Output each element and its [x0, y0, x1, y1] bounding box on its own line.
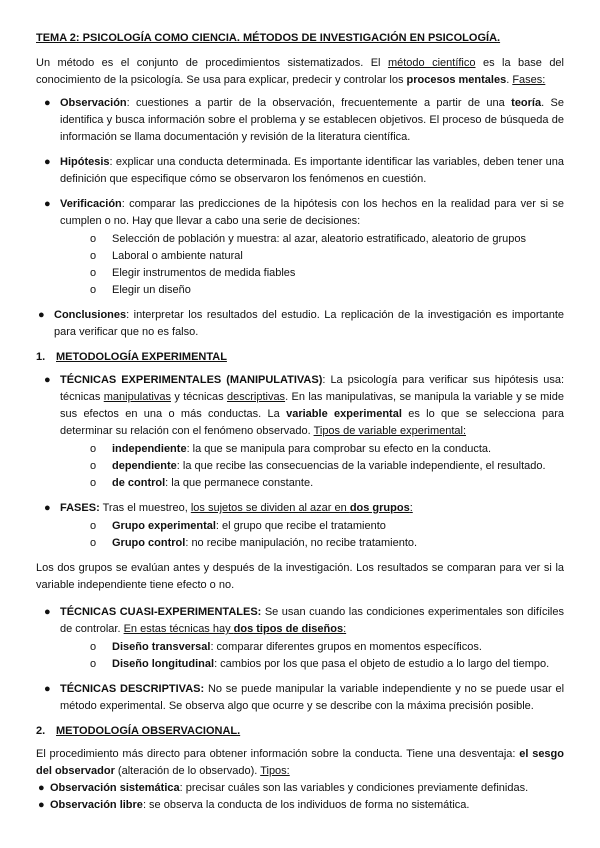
circle-bullet-icon: o — [90, 250, 97, 262]
verificacion-text: : comparar las predicciones de la hipótesis con los hechos en la realidad para ver si se cumplen o no. Hay que llevar a cabo una serie de decisiones: — [60, 198, 564, 227]
experimentales-term: TÉCNICAS EXPERIMENTALES (MANIPULATIVAS) — [60, 374, 323, 386]
circle-bullet-icon: o — [90, 658, 97, 670]
experimentales-text: . En las manipulativas, se manipula la variable y se mide sus efectos en una o más conductas. La — [60, 391, 564, 420]
conclusiones-text: : interpretar los resultados del estudio. La replicación de la investigación es importante para verificar que no es falso. — [54, 309, 564, 338]
sublist-text: Laboral o ambiente natural — [112, 250, 243, 262]
list-item-sistematica — [36, 780, 564, 797]
bullet-icon: ● — [44, 198, 51, 210]
circle-bullet-icon: o — [90, 233, 97, 245]
dos-grupos-term: dos grupos — [349, 502, 410, 514]
section-1-heading — [36, 349, 564, 366]
sublist-item — [60, 639, 564, 656]
variable-experimental-term: variable experimental — [286, 408, 402, 420]
circle-bullet-icon: o — [90, 520, 97, 532]
list-item-fases — [36, 500, 564, 552]
evaluation-paragraph: Los dos grupos se evalúan antes y después de la investigación. Los resultados se comparan para ver si la variable independiente tiene efecto o no. — [36, 562, 564, 591]
manipulativas-term: manipulativas — [103, 391, 171, 403]
sublist-text: Elegir un diseño — [112, 284, 191, 296]
variable-term: dependiente — [112, 460, 177, 472]
intro-text: es la base del conocimiento de la psicología. Se usa para explicar, predecir y controlar los — [36, 57, 564, 86]
descriptivas-text: No se puede manipular la variable independiente y no se puede usar el método experimental. Se observa algo que ocurre y se describe con la máxima precisión posible. — [60, 683, 565, 712]
verificacion-sublist — [60, 231, 564, 299]
sublist-item — [60, 475, 564, 492]
observacional-text: El procedimiento más directo para obtener información sobre la conducta. Tiene una desventaja: — [36, 748, 520, 760]
observacional-text: (alteración de lo observado). — [114, 765, 261, 777]
circle-bullet-icon: o — [90, 477, 97, 489]
groups-sublist — [60, 518, 564, 552]
intro-text: Un método es el conjunto de procedimientos sistematizados. El — [36, 57, 388, 69]
design-text: : cambios por los que pasa el objeto de estudio a lo largo del tiempo. — [214, 658, 550, 670]
circle-bullet-icon: o — [90, 460, 97, 472]
sublist-text: Selección de población y muestra: al azar, aleatorio estratificado, aleatorio de grupos — [112, 233, 526, 245]
bullet-icon: ● — [44, 97, 51, 109]
descriptivas-term: TÉCNICAS DESCRIPTIVAS: — [60, 683, 205, 695]
bullet-icon: ● — [38, 782, 45, 794]
designs-sublist — [60, 639, 564, 673]
sublist-item — [60, 518, 564, 535]
bullet-icon: ● — [44, 374, 51, 386]
bullet-icon: ● — [44, 156, 51, 168]
list-item-verificacion — [36, 196, 564, 299]
document-page — [36, 30, 564, 814]
group-text: : el grupo que recibe el tratamiento — [215, 520, 386, 532]
sublist-item — [60, 441, 564, 458]
hipotesis-term: Hipótesis — [60, 156, 110, 168]
sublist-item — [60, 282, 564, 299]
descriptivas-term: descriptivas — [226, 391, 286, 403]
variable-term: independiente — [112, 443, 187, 455]
tipos-variable-label: Tipos de variable experimental: — [313, 425, 467, 437]
section-number: 2. — [36, 725, 46, 737]
hipotesis-text: : explicar una conducta determinada. Es importante identificar las variables, deben tener una definición que especifique cómo se observaron los fenómenos en cuestión. — [60, 156, 564, 185]
fases-text: Tras el muestreo, — [99, 502, 191, 514]
verificacion-term: Verificación — [60, 198, 122, 210]
circle-bullet-icon: o — [90, 284, 97, 296]
design-text: : comparar diferentes grupos en momentos específicos. — [210, 641, 482, 653]
dos-tipos-term: dos tipos de diseños — [233, 623, 344, 635]
list-item-cuasi — [36, 604, 564, 673]
group-term: Grupo experimental — [112, 520, 216, 532]
sublist-item — [60, 535, 564, 552]
design-term: Diseño transversal — [112, 641, 211, 653]
sublist-text: Elegir instrumentos de medida fiables — [112, 267, 296, 279]
cuasi-text: Se usan cuando las condiciones experimentales son difíciles de controlar. — [60, 606, 564, 635]
cuasi-underlined-text: : — [343, 623, 347, 635]
variable-term: de control — [112, 477, 166, 489]
bullet-icon: ● — [38, 799, 45, 811]
procesos-mentales-term: procesos mentales — [406, 74, 507, 86]
variable-text: : la que recibe las consecuencias de la variable independiente, el resultado. — [176, 460, 546, 472]
observation-term: Observación sistemática — [50, 782, 180, 794]
bullet-icon: ● — [38, 309, 45, 321]
bullet-icon: ● — [44, 502, 51, 514]
fases-underlined-text: los sujetos se dividen al azar en — [190, 502, 350, 514]
section-title: METODOLOGÍA EXPERIMENTAL — [56, 351, 227, 363]
observacional-paragraph — [36, 746, 564, 780]
section-1-list-2 — [36, 604, 564, 715]
observacion-term: Observación — [60, 97, 127, 109]
intro-paragraph — [36, 55, 564, 89]
sesgo-term: el sesgo del observador — [36, 748, 564, 777]
variable-text: : la que permanece constante. — [165, 477, 314, 489]
variable-text: : la que se manipula para comprobar su efecto en la conducta. — [186, 443, 492, 455]
observacion-text: . Se identifica y busca información sobre el problema y se establecen objetivos. El proceso de búsqueda de información se llama documentación y revisión de la literatura científica. — [60, 97, 564, 143]
bullet-icon: ● — [44, 683, 51, 695]
circle-bullet-icon: o — [90, 443, 97, 455]
observacion-text: : cuestiones a partir de la observación, frecuentemente a partir de una — [126, 97, 512, 109]
list-item-conclusiones — [36, 307, 564, 341]
list-item-experimentales — [36, 372, 564, 492]
intro-text: . — [506, 74, 513, 86]
section-1-list — [36, 372, 564, 552]
fases-term: FASES: — [60, 502, 100, 514]
fases-underlined-text: : — [409, 502, 413, 514]
circle-bullet-icon: o — [90, 641, 97, 653]
conclusiones-term: Conclusiones — [54, 309, 127, 321]
circle-bullet-icon: o — [90, 537, 97, 549]
list-item-observacion — [36, 95, 564, 146]
page-title: TEMA 2: PSICOLOGÍA COMO CIENCIA. MÉTODOS DE INVESTIGACIÓN EN PSICOLOGÍA. — [36, 32, 501, 44]
observation-text: : precisar cuáles son las variables y condiciones previamente definidas. — [179, 782, 529, 794]
metodo-cientifico-term: método científico — [387, 57, 476, 69]
design-term: Diseño longitudinal — [112, 658, 215, 670]
observation-text: : se observa la conducta de los individuos de forma no sistemática. — [142, 799, 470, 811]
tipos-label: Tipos: — [260, 765, 290, 777]
group-text: : no recibe manipulación, no recibe tratamiento. — [185, 537, 418, 549]
section-title: METODOLOGÍA OBSERVACIONAL. — [56, 725, 241, 737]
fases-label: Fases: — [512, 74, 546, 86]
experimentales-text: es lo que se selecciona para determinar su relación con el fenómeno observado. — [60, 408, 564, 437]
experimentales-text: y técnicas — [171, 391, 227, 403]
sublist-item — [60, 458, 564, 475]
sublist-item — [60, 265, 564, 282]
phases-list — [36, 95, 564, 341]
sublist-item — [60, 231, 564, 248]
variables-sublist — [60, 441, 564, 492]
section-2-heading — [36, 723, 564, 740]
sublist-item — [60, 656, 564, 673]
list-item-libre — [36, 797, 564, 814]
group-term: Grupo control — [112, 537, 186, 549]
teoria-term: teoría — [511, 97, 542, 109]
cuasi-term: TÉCNICAS CUASI-EXPERIMENTALES: — [60, 606, 262, 618]
sublist-item — [60, 248, 564, 265]
cuasi-underlined-text: En estas técnicas hay — [123, 623, 234, 635]
bullet-icon: ● — [44, 606, 51, 618]
list-item-descriptivas — [36, 681, 564, 715]
circle-bullet-icon: o — [90, 267, 97, 279]
section-number: 1. — [36, 351, 46, 363]
experimentales-text: : La psicología para verificar sus hipótesis usa: técnicas — [60, 374, 565, 403]
observation-term: Observación libre — [50, 799, 143, 811]
list-item-hipotesis — [36, 154, 564, 188]
